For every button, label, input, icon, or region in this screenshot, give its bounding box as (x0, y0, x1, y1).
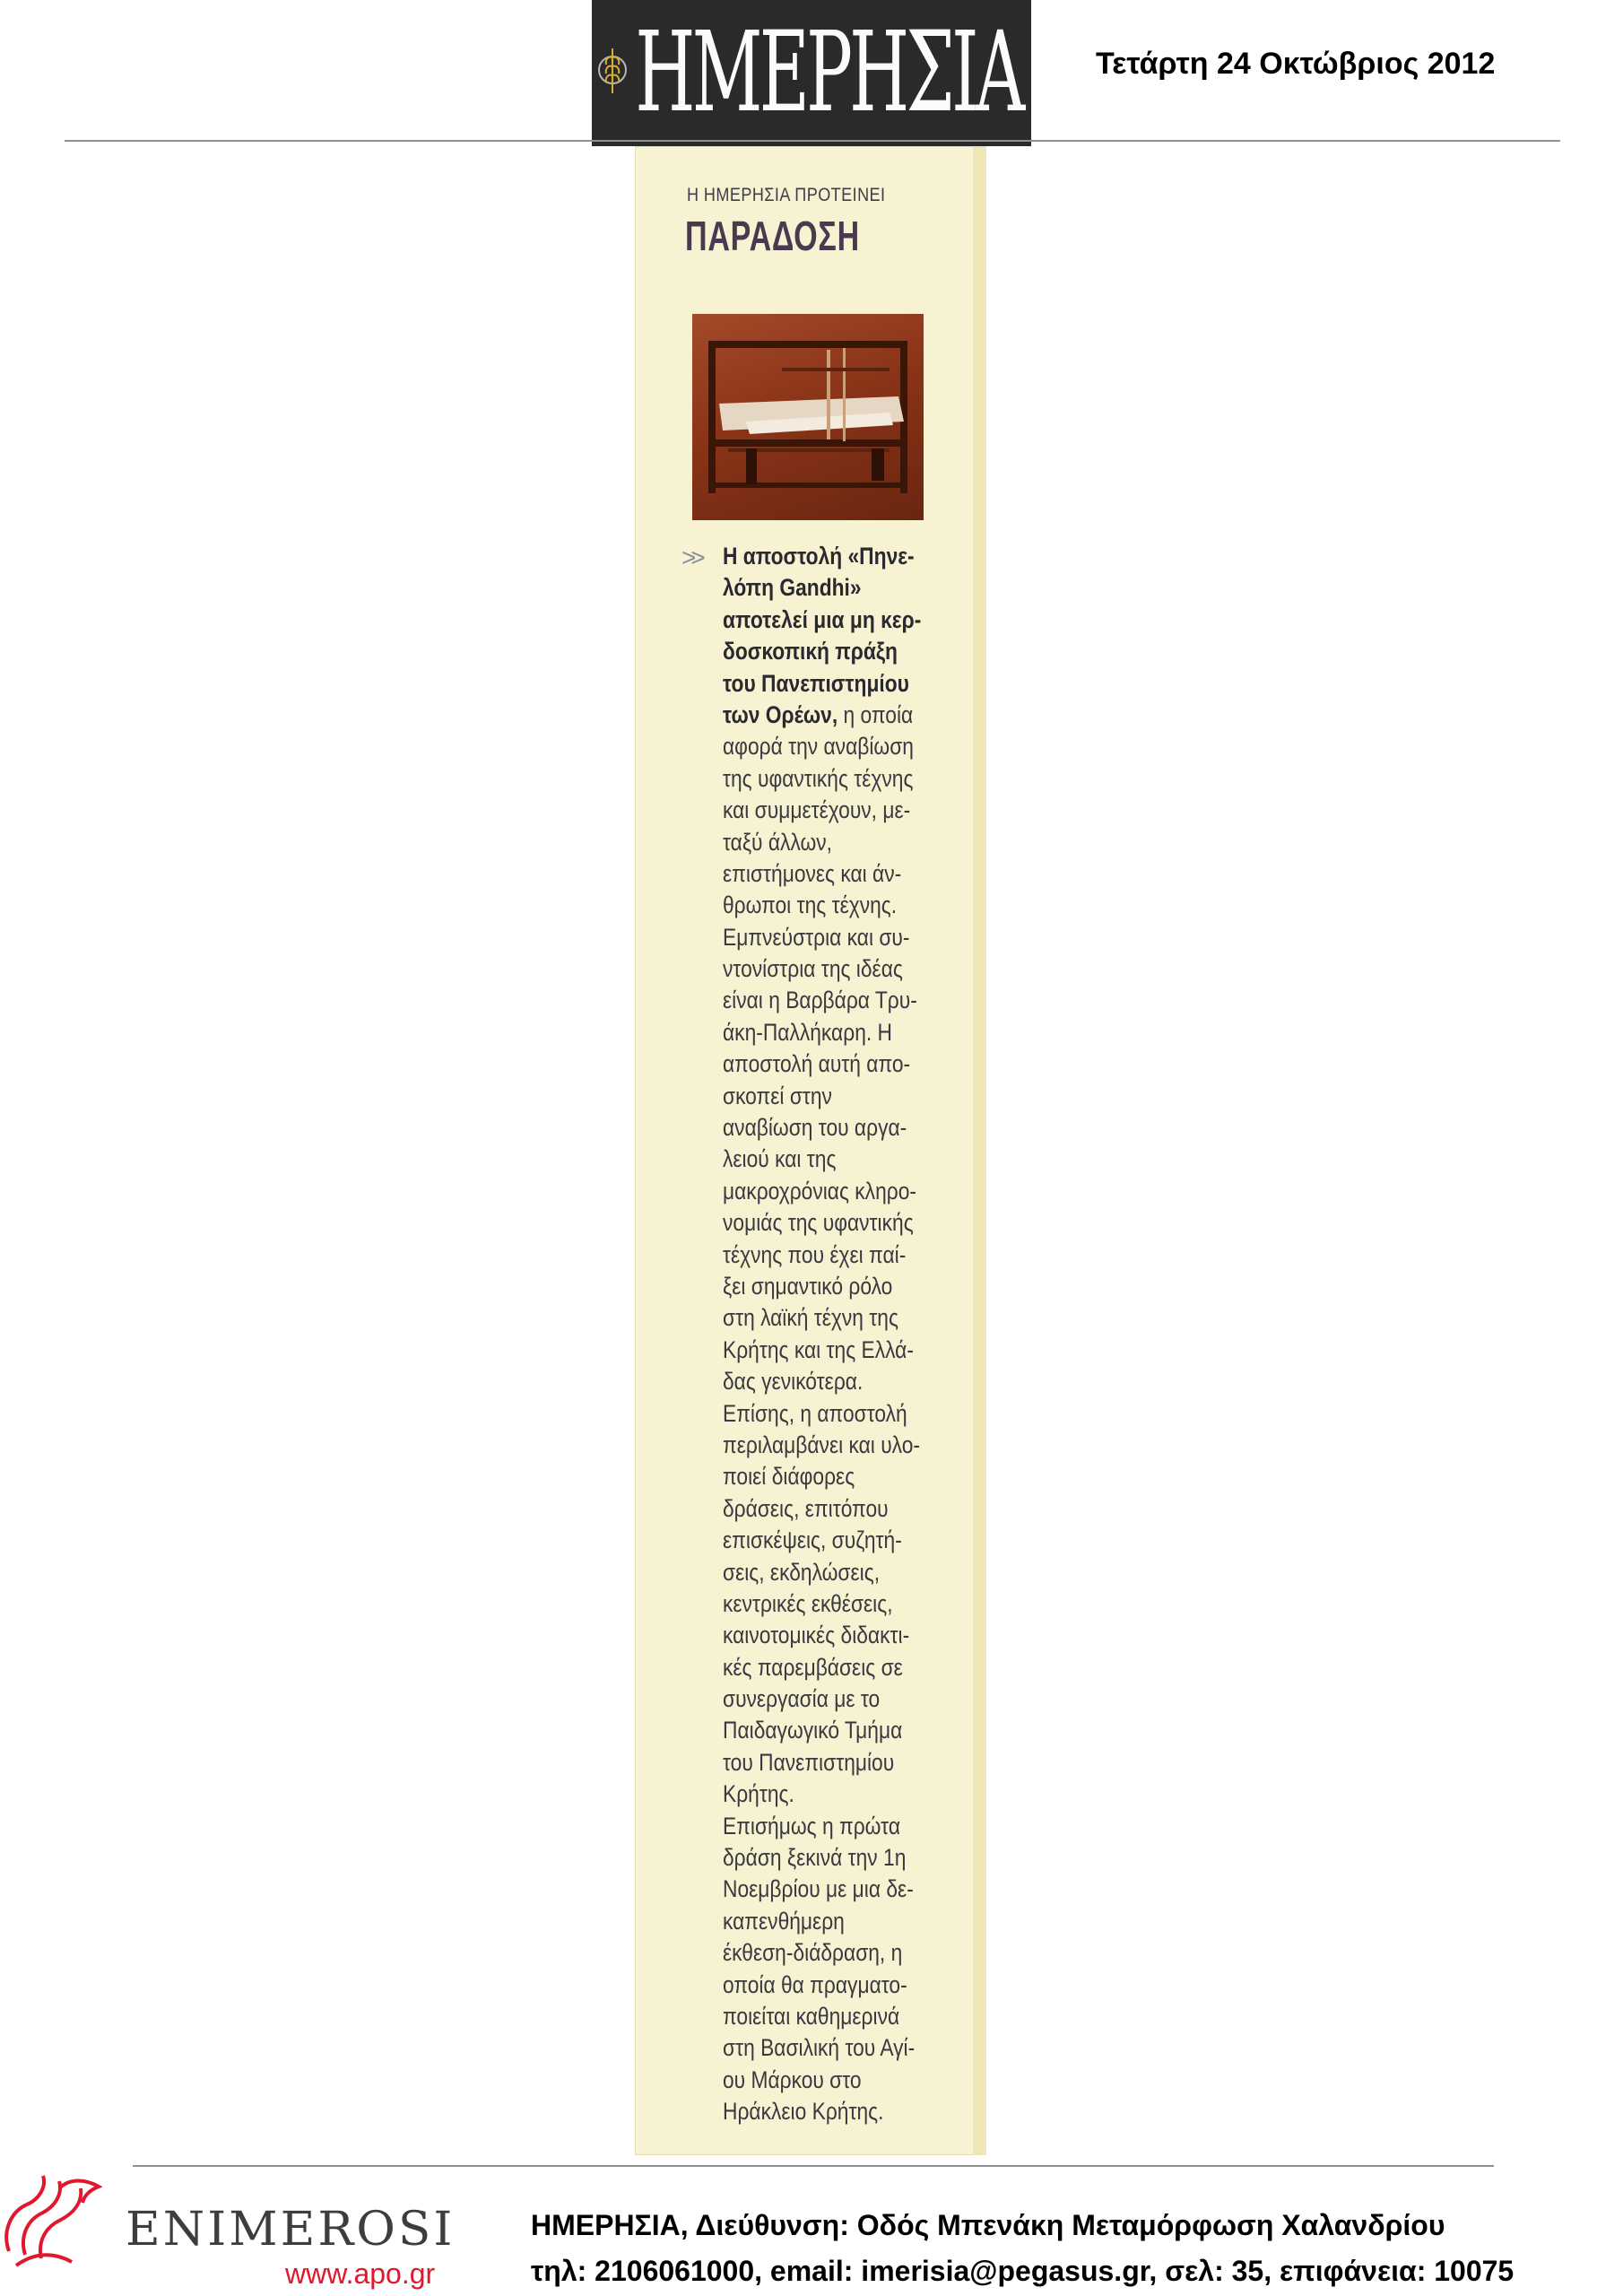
article-line: καπενθήμερη (723, 1907, 845, 1935)
article-line: στη Βασιλική του Αγί- (723, 2034, 916, 2062)
article-line: νομιάς της υφαντικής (723, 1209, 914, 1237)
footer-url-link[interactable]: www.apo.gr (285, 2257, 436, 2290)
article-line: κές παρεμβάσεις σε (723, 1653, 903, 1681)
footer-brand: ENIMEROSI (126, 2203, 456, 2257)
header-divider (65, 140, 1560, 142)
article-line: της υφαντικής τέχνης (723, 764, 914, 792)
article-line: ποιεί διάφορες (723, 1463, 855, 1491)
article-line: επιστήμονες και άν- (723, 859, 902, 887)
article-line: έκθεση-διάδραση, η (723, 1939, 903, 1967)
footer-address: ΗΜΕΡΗΣΙΑ, Διεύθυνση: Οδός Μπενάκη Μεταμόρφωση Χαλανδρίου (531, 2209, 1445, 2241)
footer-divider (133, 2165, 1494, 2167)
article-line: σεις, εκδηλώσεις, (723, 1558, 881, 1586)
arrow-bullet-icon: >> (681, 544, 700, 571)
article-line: δοσκοπική πράξη (723, 638, 898, 665)
loom-photo (692, 314, 924, 520)
masthead-logo (592, 0, 1031, 146)
article-line: Ηράκλειο Κρήτης. (723, 2098, 884, 2126)
article-line: Κρήτης. (723, 1780, 794, 1808)
article-line: οποία θα πραγματο- (723, 1970, 907, 1998)
article-line: κεντρικές εκθέσεις, (723, 1589, 893, 1617)
masthead-title: ΗΜΕΡΗΣΙΑ (635, 8, 1022, 137)
article-line: δράση ξεκινά την 1η (723, 1844, 907, 1872)
clipping-section-title: ΠΑΡΑΔΟΣΗ (685, 213, 860, 259)
article-line: Επισήμως η πρώτα (723, 1812, 900, 1839)
loom-illustration (692, 314, 924, 520)
article-line: επισκέψεις, συζητή- (723, 1526, 902, 1554)
article-line: αφορά την αναβίωση (723, 733, 914, 761)
article-line: Επίσης, η αποστολή (723, 1399, 907, 1427)
article-line: ξει σημαντικό ρόλο (723, 1272, 893, 1300)
article-line: Κρήτης και της Ελλά- (723, 1335, 914, 1363)
clipping-kicker: Η ΗΜΕΡΗΣΙΑ ΠΡΟΤΕΙΝΕΙ (687, 185, 886, 205)
article-line: ντονίστρια της ιδέας (723, 955, 903, 983)
article-line: ταξύ άλλων, (723, 828, 832, 856)
article-line: λειού και της (723, 1145, 837, 1173)
article-line: Παιδαγωγικό Τμήμα (723, 1717, 903, 1744)
article-line: η οποία (843, 700, 914, 728)
article-line: λόπη Gandhi» (723, 574, 862, 602)
article-line: Νοεμβρίου με μια δε- (723, 1875, 914, 1903)
article-line: Εμπνεύστρια και συ- (723, 923, 910, 951)
enimerosi-logo-icon (0, 2169, 109, 2267)
article-body (723, 541, 1046, 2128)
article-line: Η αποστολή «Πηνε- (723, 543, 915, 570)
article-line: περιλαμβάνει και υλο- (723, 1431, 920, 1458)
article-line: αναβίωση του αργα- (723, 1114, 907, 1142)
article-line: ου Μάρκου στο (723, 2066, 862, 2093)
article-line: συνεργασία με το (723, 1685, 881, 1713)
article-line: του Πανεπιστημίου (723, 669, 909, 697)
article-line: μακροχρόνιας κληρο- (723, 1177, 916, 1205)
article-line: καινοτομικές διδακτι- (723, 1622, 910, 1649)
article-line: δράσεις, επιτόπου (723, 1494, 889, 1522)
publication-date: Τετάρτη 24 Οκτώβριος 2012 (1096, 47, 1496, 81)
footer-contact-info: τηλ: 2106061000, email: imerisia@pegasus.gr, σελ: 35, επιφάνεια: 10075 (531, 2255, 1515, 2287)
article-line: και συμμετέχουν, με- (723, 796, 911, 824)
article-line: τέχνης που έχει παί- (723, 1240, 907, 1268)
article-line: σκοπεί στην (723, 1082, 832, 1109)
article-line: του Πανεπιστημίου (723, 1748, 895, 1776)
article-line: αποστολή αυτή απο- (723, 1050, 911, 1078)
article-line: αποτελεί μια μη κερ- (723, 605, 922, 633)
article-line: είναι η Βαρβάρα Τρυ- (723, 987, 917, 1014)
article-line: των Ορέων, (723, 700, 838, 728)
article-line: άκη-Παλλήκαρη. Η (723, 1018, 892, 1046)
article-line: δας γενικότερα. (723, 1368, 864, 1396)
article-line: ποιείται καθημερινά (723, 2002, 900, 2030)
wheat-emblem-icon (597, 34, 628, 106)
article-line: θρωποι της τέχνης. (723, 891, 898, 919)
article-line: στη λαϊκή τέχνη της (723, 1304, 898, 1332)
